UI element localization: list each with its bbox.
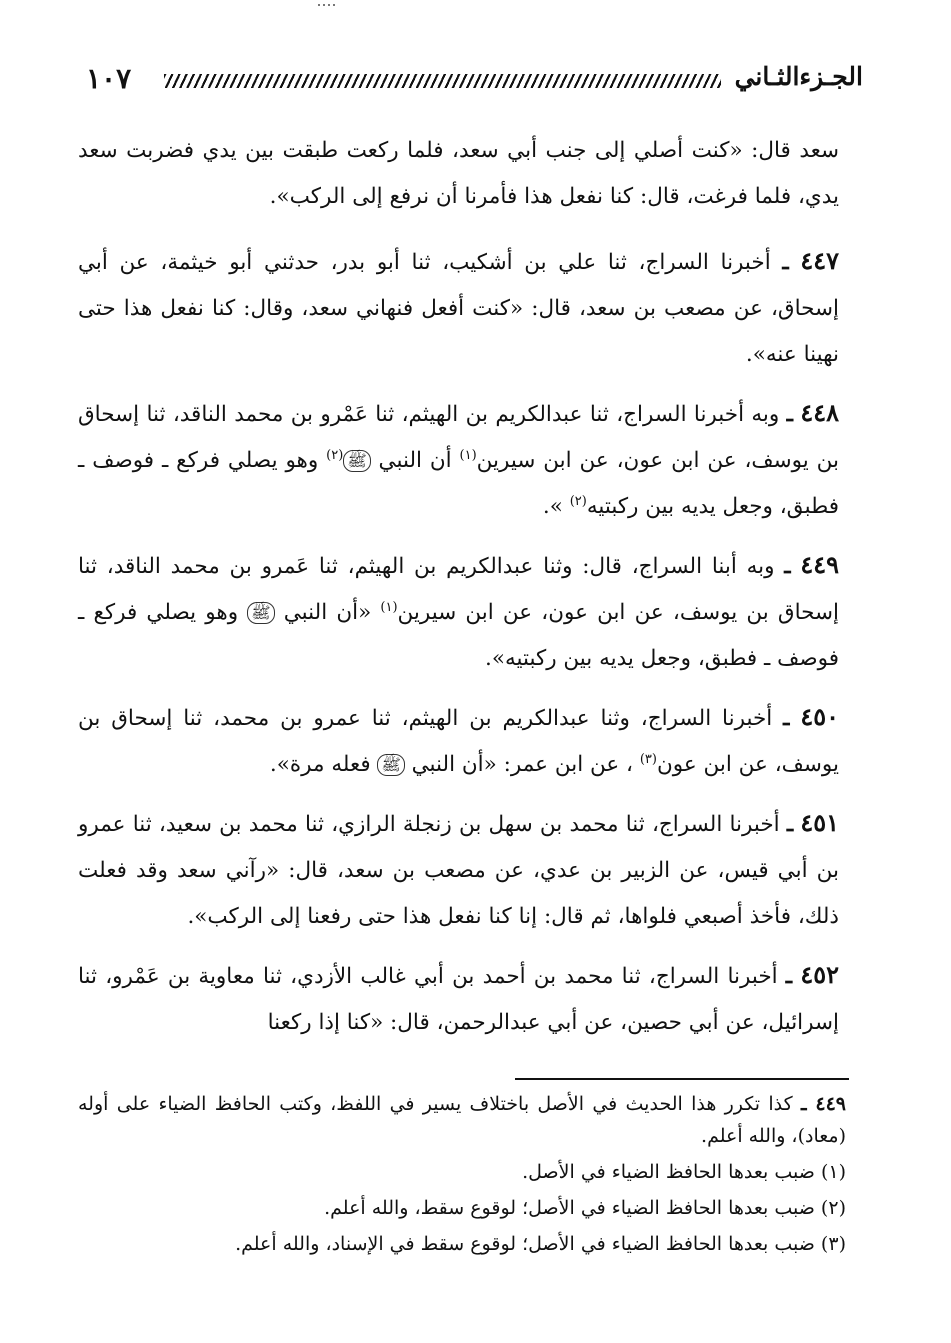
dash: ـ [786,812,794,837]
hadith-449 [78,542,839,682]
hadith-number: ٤٥٠ [800,702,840,731]
footnote-number: ٤٤٩ ـ [800,1093,846,1115]
hadith-451 [78,800,839,940]
footnote-ref[interactable]: (٣) [639,751,657,767]
footnote-text: كذا تكرر هذا الحديث في الأصل باختلاف يسير في اللفظ، وكتب الحافظ الضياء على أوله (معاد)، والله أعلم. [78,1093,846,1147]
hadith-text: فعله مرة». [269,752,378,777]
footnote-ref[interactable]: (٢) [569,493,587,509]
footnote-1: (١) ضبب بعدها الحافظ الضياء في الأصل. [522,1161,846,1183]
hadith-number: ٤٤٧ [800,246,840,275]
footnote-ref[interactable]: (١) [459,447,477,463]
hadith-text: وبه أبنا السراج، قال: وثنا عبدالكريم بن الهيثم، ثنا عَمرو بن محمد الناقد، ثنا إسحاق بن يوسف، عن ابن عون، عن ابن سيرين [78,554,839,625]
hadith-text: أخبرنا السراج، ثنا محمد بن أحمد بن أبي غالب الأزدي، ثنا معاوية بن عَمْرو، ثنا إسرائيل، عن أبي حصين، عن أبي عبدالرحمن، قال: «كنا إذا ركعنا [78,964,839,1035]
salawat-glyph-icon: ﷺ [343,450,370,472]
hadith-448 [78,390,839,530]
hadith-447 [78,238,839,378]
dash: ـ [786,402,793,427]
intro-text: سعد قال: «كنت أصلي إلى جنب أبي سعد، فلما ركعت طبقت بين يدي فضربت سعد يدي، فلما فرغت، قال: كنا نفعل هذا فأمرنا أن نرفع إلى الركب». [78,138,839,209]
footnote-separator [515,1078,849,1080]
hadith-text: وهو يصلي فركع ـ فوصف ـ فطبق، وجعل يديه بين ركبتيه [78,448,839,519]
hadith-text: أخبرنا السراج، وثنا عبدالكريم بن الهيثم، ثنا عمرو بن محمد، ثنا إسحاق بن يوسف، عن ابن عون [78,706,839,777]
dash: ـ [785,964,793,989]
main-text [78,128,839,1058]
hadith-text: وبه أخبرنا السراج، ثنا عبدالكريم بن الهيثم، ثنا عَمْرو بن محمد الناقد، ثنا إسحاق بن يوسف، عن ابن عون، عن ابن سيرين [78,402,839,473]
hadith-text: أخبرنا السراج، ثنا محمد بن سهل بن زنجلة الرازي، ثنا محمد بن سعيد، ثنا عمرو بن أبي قيس، عن الزبير بن عدي، عن مصعب بن سعد، قال: «رآني سعد وقد فعلت ذلك، فأخذ أصبعي فلواها، ثم قال: إنا كنا نفعل هذا حتى رفعنا إلى الركب». [78,812,839,929]
dash: ـ [782,250,789,275]
hadith-number: ٤٤٨ [800,398,839,427]
header-hatched-rule [164,74,721,88]
hadith-text: أن النبي [378,448,460,473]
hadith-text: أخبرنا السراج، ثنا علي بن أشكيب، ثنا أبو بدر، حدثني أبو خيثمة، عن أبي إسحاق، عن مصعب بن سعد، قال: «كنت أفعل فنهاني سعد، وقال: كنا نفعل هذا حتى نهينا عنه». [78,250,839,367]
footnote-2: (٢) ضبب بعدها الحافظ الضياء في الأصل؛ لوقوع سقط، والله أعلم. [324,1197,846,1219]
page-header [72,62,863,102]
hadith-452 [78,952,839,1046]
hadith-number: ٤٥٢ [800,960,839,989]
footnote-ref[interactable]: (٢) [326,447,344,463]
hadith-number: ٤٥١ [800,808,839,837]
footnotes [78,1088,846,1264]
hadith-text: «أن النبي [283,600,381,625]
footnote-ref[interactable]: (١) [380,599,398,615]
scan-speck [318,4,336,6]
hadith-text: ». [542,494,570,519]
hadith-text: ، عن ابن عمر: «أن النبي [411,752,640,777]
page-number: ١٠٧ [86,62,132,95]
hadith-number: ٤٤٩ [800,550,839,579]
salawat-glyph-icon: ﷺ [247,602,274,624]
footnote-449 [78,1088,846,1152]
footnote-3: (٣) ضبب بعدها الحافظ الضياء في الأصل؛ لوقوع سقط في الإسناد، والله أعلم. [235,1233,846,1255]
salawat-glyph-icon: ﷺ [377,754,404,776]
dash: ـ [784,554,791,579]
dash: ـ [783,706,790,731]
hadith-450 [78,694,839,788]
paragraph-intro [78,128,839,220]
hadith-text: وهو يصلي فركع ـ فوصف ـ فطبق، وجعل يديه بين ركبتيه». [78,600,839,671]
running-title: الجـزءالثـاني [734,62,863,91]
